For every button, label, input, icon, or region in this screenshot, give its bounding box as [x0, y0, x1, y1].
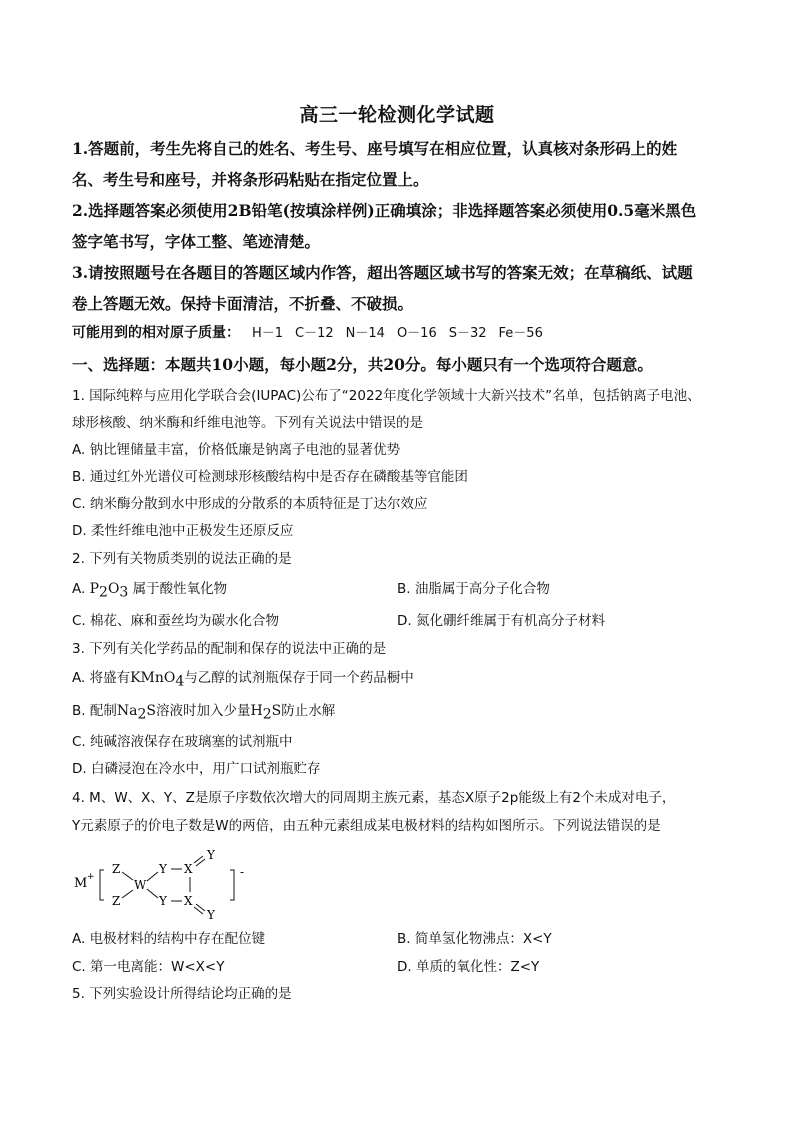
question-stem: 2. 下列有关物质类别的说法正确的是: [72, 551, 292, 567]
atomic-masses: [72, 324, 543, 343]
atom-y: Y: [159, 894, 167, 908]
electrode-structure-diagram: [70, 848, 270, 920]
option: C. 纳米酶分散到水中形成的分散系的本质特征是丁达尔效应: [72, 496, 428, 512]
option: D. 白磷浸泡在冷水中，用广口试剂瓶贮存: [72, 761, 321, 777]
cation-charge: +: [87, 872, 95, 882]
atomic-mass-item: C－12: [295, 326, 334, 341]
atomic-mass-item: H－1: [252, 326, 284, 341]
option: D. 柔性纤维电池中正极发生还原反应: [72, 523, 294, 539]
option: A. 电极材料的结构中存在配位键: [72, 931, 266, 947]
atomic-mass-item: S－32: [448, 326, 487, 341]
question-stem: 1. 国际纯粹与应用化学联合会(IUPAC)公布了“2022年度化学领域十大新兴技术”名单，包括钠离子电池、: [72, 388, 701, 404]
option-prefix: B. 配制: [72, 703, 117, 719]
formula-subscript: 2: [137, 706, 147, 723]
option-prefix: A.: [72, 581, 90, 597]
question-stem: 球形核酸、纳米酶和纤维电池等。下列有关说法中错误的是: [72, 415, 423, 431]
option-prefix: A. 将盛有: [72, 670, 131, 686]
option-text: 与乙醇的试剂瓶保存于同一个药品橱中: [184, 670, 414, 686]
option: [72, 580, 227, 602]
formula: S: [271, 703, 282, 719]
instruction-line: 2.选择题答案必须使用2B铅笔(按填涂样例)正确填涂；非选择题答案必须使用0.5毫米黑色: [72, 201, 697, 220]
option: D. 氮化硼纤维属于有机高分子材料: [397, 613, 605, 629]
question-stem: 5. 下列实验设计所得结论均正确的是: [72, 986, 292, 1002]
formula: S: [146, 703, 156, 719]
formula-subscript: 4: [175, 673, 185, 690]
option: D. 单质的氧化性：Z<Y: [397, 959, 540, 975]
atomic-mass-item: Fe－56: [498, 326, 543, 341]
option: C. 棉花、麻和蚕丝均为碳水化合物: [72, 613, 280, 629]
option: C. 第一电离能：W<X<Y: [72, 959, 225, 975]
page-title: 高三一轮检测化学试题: [299, 104, 495, 126]
formula: KMnO: [130, 670, 176, 686]
formula-subscript: 2: [99, 584, 108, 601]
option: [72, 702, 732, 724]
formula: H: [250, 703, 263, 719]
option: B. 油脂属于高分子化合物: [397, 581, 550, 597]
atom-x: X: [184, 862, 193, 876]
anion-charge: -: [240, 865, 245, 879]
instruction-line: 签字笔书写，字体工整、笔迹清楚。: [72, 232, 321, 251]
atom-w: W: [134, 878, 147, 892]
left-bracket: [100, 870, 104, 900]
option: B. 通过红外光谱仪可检测球形核酸结构中是否存在磷酸基等官能团: [72, 469, 468, 485]
question-stem: 4. M、W、X、Y、Z是原子序数依次增大的同周期主族元素，基态X原子2p能级上有2个未成对电子，: [72, 790, 676, 806]
formula-subscript: 2: [262, 706, 272, 723]
atomic-mass-item: O－16: [396, 326, 437, 341]
bond: [122, 872, 133, 880]
formula-subscript: 3: [119, 584, 129, 601]
instruction-line: 1.答题前，考生先将自己的姓名、考生号、座号填写在相应位置，认真核对条形码上的姓: [72, 139, 678, 158]
option-text: 防止水解: [281, 703, 336, 719]
formula: P: [89, 581, 100, 597]
question-stem: 3. 下列有关化学药品的配制和保存的说法中正确的是: [72, 641, 387, 657]
instruction-line: 3.请按照题号在各题目的答题区域内作答，超出答题区域书写的答案无效；在草稿纸、试题: [72, 263, 693, 282]
instruction-line: 名、考生号和座号，并将条形码粘贴在指定位置上。: [72, 170, 429, 189]
option-text: 属于酸性氧化物: [128, 581, 228, 597]
option: A. 钠比锂储量丰富，价格低廉是钠离子电池的显著优势: [72, 442, 401, 458]
atom-y: Y: [159, 862, 167, 876]
formula: Na: [116, 703, 138, 719]
option: C. 纯碱溶液保存在玻璃塞的试剂瓶中: [72, 734, 293, 750]
atom-z: Z: [112, 894, 121, 908]
atomic-mass-item: N－14: [345, 326, 385, 341]
atom-z: Z: [112, 862, 121, 876]
atomic-masses-label: 可能用到的相对原子质量：: [72, 325, 240, 341]
option-text: 溶液时加入少量: [155, 703, 251, 719]
atom-y: Y: [207, 848, 215, 862]
bond: [147, 889, 158, 898]
formula: O: [107, 581, 120, 597]
bond: [122, 890, 133, 898]
bond: [147, 872, 158, 881]
cation-symbol: M: [74, 876, 88, 891]
option: [72, 669, 732, 691]
instruction-line: 卷上答题无效。保持卡面清洁，不折叠、不破损。: [72, 294, 414, 313]
atom-x: X: [184, 894, 193, 908]
question-stem: Y元素原子的价电子数是W的两倍，由五种元素组成某电极材料的结构如图所示。下列说法错误的是: [72, 818, 661, 834]
right-bracket: [230, 870, 234, 900]
option: B. 简单氢化物沸点：X<Y: [397, 931, 552, 947]
atom-y: Y: [207, 908, 215, 920]
section-heading: 一、选择题：本题共10小题，每小题2分，共20分。每小题只有一个选项符合题意。: [72, 355, 653, 374]
